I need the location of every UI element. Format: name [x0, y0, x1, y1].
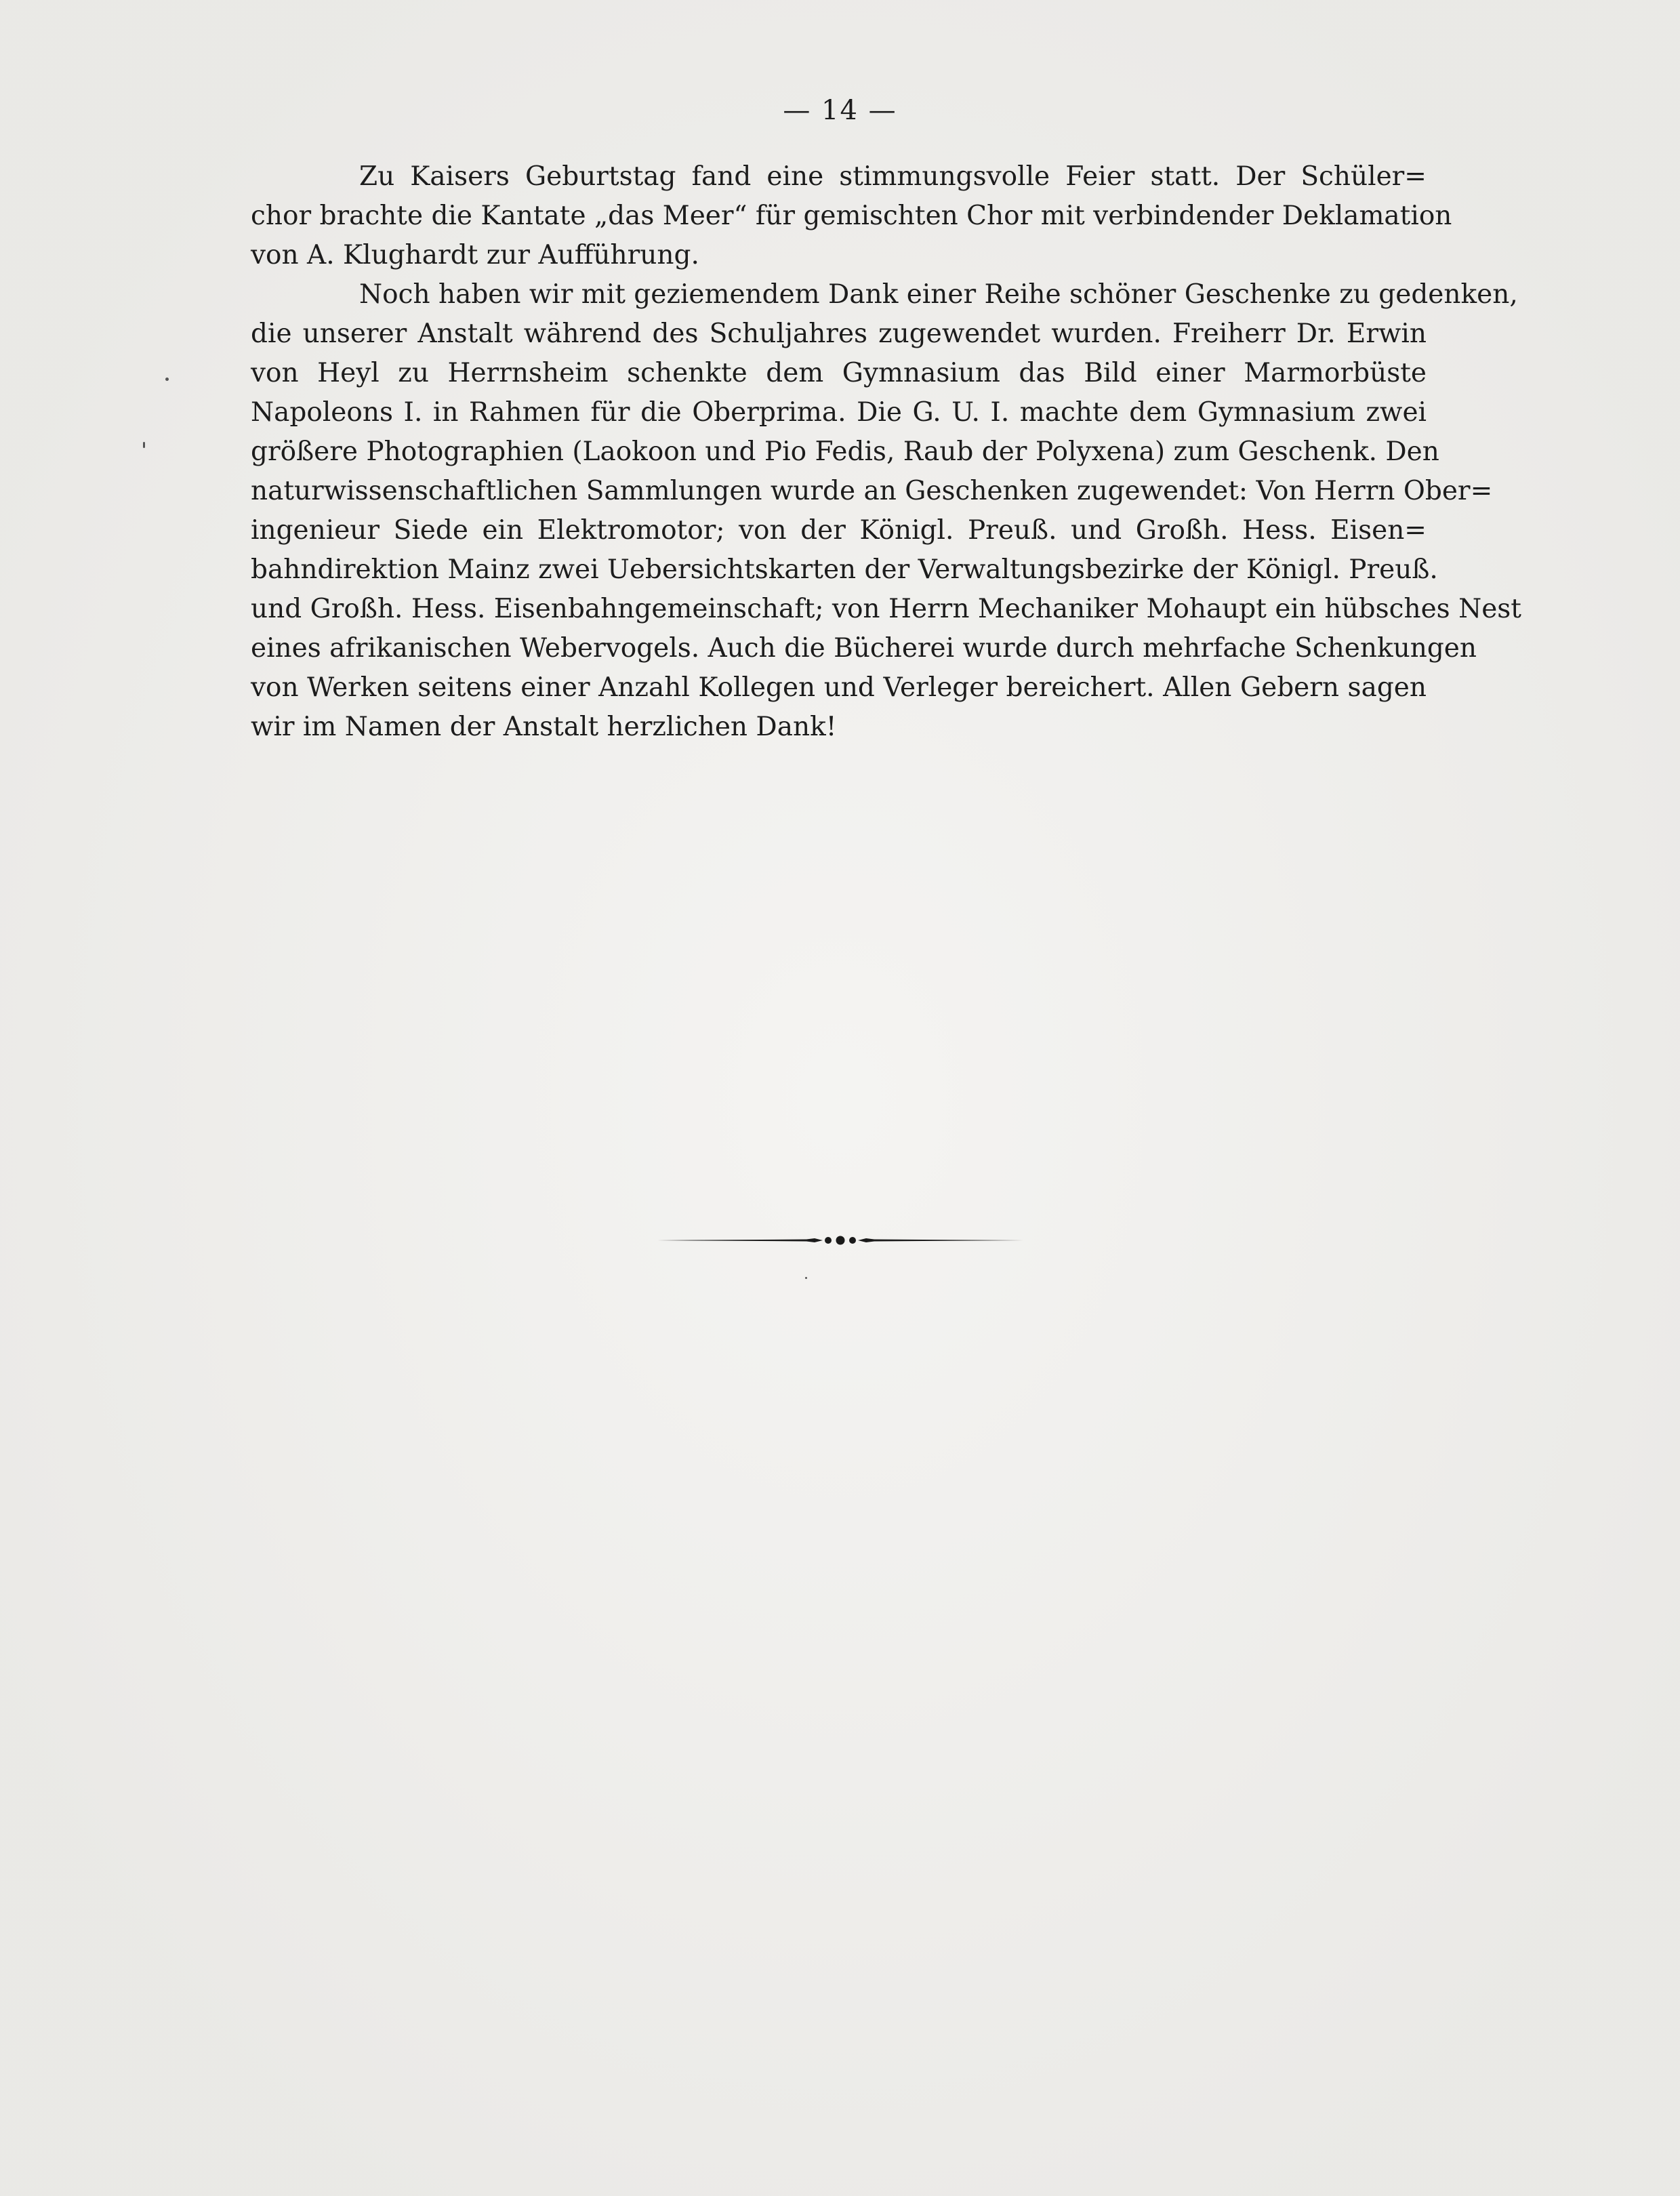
text-line: die unserer Anstalt während des Schuljahres zugewendet wurden. Freiherr Dr. Erwin	[251, 319, 1427, 349]
ornamental-rule-icon	[657, 1232, 1023, 1248]
text-line: eines afrikanischen Webervogels. Auch die Bücherei wurde durch mehrfache Schenkungen	[251, 633, 1477, 664]
text-line: bahndirektion Mainz zwei Uebersichtskarten der Verwaltungsbezirke der Königl. Preuß.	[251, 554, 1438, 585]
paragraph-2	[251, 275, 1521, 747]
scan-speck	[165, 378, 169, 381]
text-line: naturwissenschaftlichen Sammlungen wurde an Geschenken zugewendet: Von Herrn Ober=	[251, 476, 1493, 506]
text-line: ingenieur Siede ein Elektromotor; von der Königl. Preuß. und Großh. Hess. Eisen=	[251, 515, 1427, 546]
text-line: wir im Namen der Anstalt herzlichen Dank!	[251, 712, 837, 742]
text-line: und Großh. Hess. Eisenbahngemeinschaft; von Herrn Mechaniker Mohaupt ein hübsches Nest	[251, 594, 1521, 624]
page-number: — 14 —	[783, 95, 897, 126]
text-line: Zu Kaisers Geburtstag fand eine stimmungsvolle Feier statt. Der Schüler=	[359, 161, 1427, 192]
text-line: von Heyl zu Herrnsheim schenkte dem Gymnasium das Bild einer Marmorbüste	[251, 358, 1427, 388]
scan-speck	[143, 442, 145, 448]
text-line: größere Photographien (Laokoon und Pio Fedis, Raub der Polyxena) zum Geschenk. Den	[251, 436, 1439, 467]
text-line: von A. Klughardt zur Aufführung.	[251, 240, 699, 270]
main-text	[251, 157, 1521, 747]
text-line: chor brachte die Kantate „das Meer“ für gemischten Chor mit verbindender Deklamation	[251, 201, 1452, 231]
text-line: Noch haben wir mit geziemendem Dank einer Reihe schöner Geschenke zu gedenken,	[359, 279, 1518, 310]
text-line: von Werken seitens einer Anzahl Kollegen und Verleger bereichert. Allen Gebern sagen	[251, 672, 1427, 703]
text-line: Napoleons I. in Rahmen für die Oberprima. Die G. U. I. machte dem Gymnasium zwei	[251, 397, 1427, 428]
scan-speck	[805, 1277, 807, 1279]
paragraph-1	[251, 157, 1452, 275]
